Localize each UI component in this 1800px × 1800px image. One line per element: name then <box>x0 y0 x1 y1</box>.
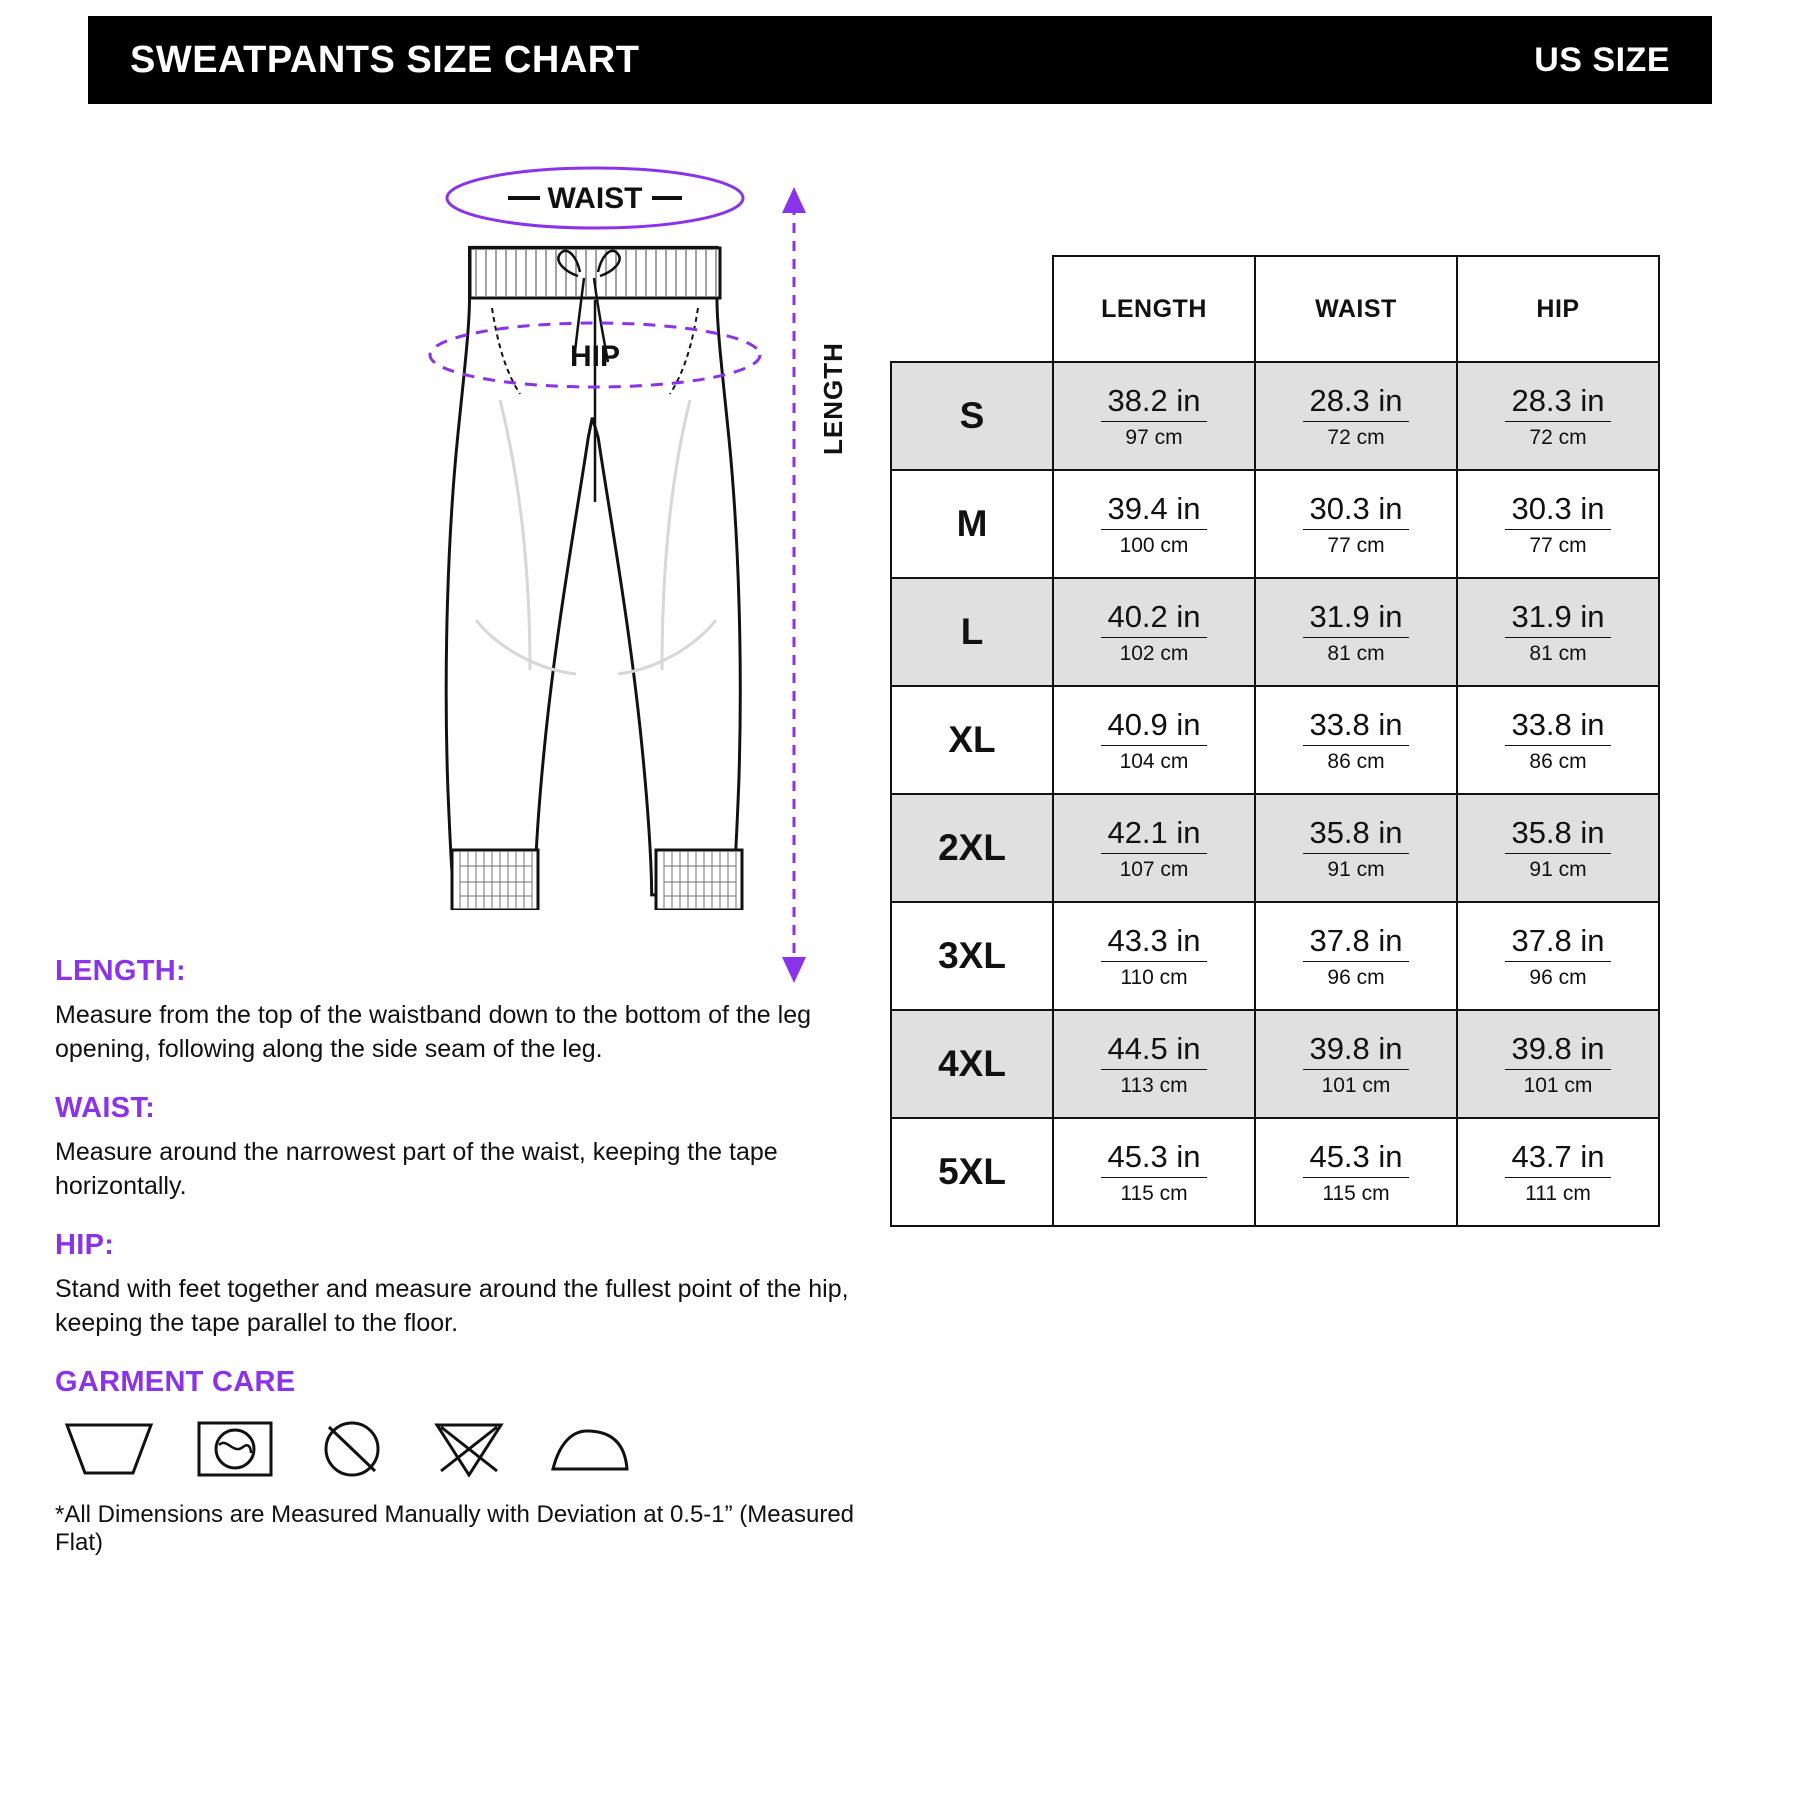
garment-care-heading: GARMENT CARE <box>55 1366 296 1398</box>
value-cm: 86 cm <box>1327 749 1385 773</box>
size-label: M <box>891 470 1053 578</box>
value-cm: 115 cm <box>1322 1181 1390 1205</box>
value-inches: 43.3 in <box>1101 924 1206 961</box>
cell-waist <box>1255 578 1457 686</box>
iron-low-icon <box>547 1417 633 1479</box>
cell-hip <box>1457 578 1659 686</box>
table-row <box>891 794 1659 902</box>
value-inches: 28.3 in <box>1505 384 1610 421</box>
cell-length <box>1053 1118 1255 1226</box>
svg-text:HIP: HIP <box>569 340 621 373</box>
waist-description: Measure around the narrowest part of the waist, keeping the tape horizontally. <box>55 1138 778 1200</box>
value-cm: 113 cm <box>1120 1073 1188 1097</box>
value-inches: 44.5 in <box>1101 1032 1206 1069</box>
cell-hip <box>1457 1118 1659 1226</box>
cell-length <box>1053 470 1255 578</box>
value-inches: 42.1 in <box>1101 816 1206 853</box>
value-cm: 96 cm <box>1327 965 1385 989</box>
cell-hip <box>1457 1010 1659 1118</box>
table-row <box>891 578 1659 686</box>
value-cm: 72 cm <box>1529 425 1587 449</box>
table-row <box>891 902 1659 1010</box>
cell-hip <box>1457 470 1659 578</box>
value-cm: 96 cm <box>1529 965 1587 989</box>
value-cm: 111 cm <box>1525 1181 1591 1205</box>
value-inches: 28.3 in <box>1303 384 1408 421</box>
value-inches: 38.2 in <box>1101 384 1206 421</box>
measurement-footnote: *All Dimensions are Measured Manually with Deviation at 0.5-1” (Measured Flat) <box>55 1501 855 1556</box>
cell-length <box>1053 794 1255 902</box>
table-row <box>891 362 1659 470</box>
value-cm: 77 cm <box>1327 533 1385 557</box>
value-inches: 35.8 in <box>1505 816 1610 853</box>
size-label: L <box>891 578 1053 686</box>
value-cm: 115 cm <box>1120 1181 1188 1205</box>
value-inches: 39.8 in <box>1505 1032 1610 1069</box>
cell-hip <box>1457 902 1659 1010</box>
garment-care-icon-row <box>55 1417 865 1479</box>
length-dimension-arrow <box>770 185 860 985</box>
length-axis-label: LENGTH <box>818 342 848 455</box>
cell-waist <box>1255 1010 1457 1118</box>
value-inches: 39.8 in <box>1303 1032 1408 1069</box>
unit-system-label: US SIZE <box>1534 40 1670 79</box>
value-cm: 100 cm <box>1119 533 1189 557</box>
table-corner-cell <box>891 256 1053 362</box>
cell-waist <box>1255 1118 1457 1226</box>
hip-description: Stand with feet together and measure around the fullest point of the hip, keeping the tape parallel to the floor. <box>55 1275 849 1337</box>
value-inches: 40.9 in <box>1101 708 1206 745</box>
do-not-dry-clean-icon <box>429 1417 509 1479</box>
value-inches: 43.7 in <box>1505 1140 1610 1177</box>
value-cm: 110 cm <box>1120 965 1188 989</box>
value-inches: 37.8 in <box>1505 924 1610 961</box>
value-inches: 39.4 in <box>1101 492 1206 529</box>
value-cm: 91 cm <box>1529 857 1587 881</box>
cell-length <box>1053 1010 1255 1118</box>
length-heading: LENGTH: <box>55 955 186 987</box>
header-bar <box>88 16 1712 104</box>
value-cm: 86 cm <box>1529 749 1587 773</box>
cell-waist <box>1255 470 1457 578</box>
size-label: S <box>891 362 1053 470</box>
value-cm: 97 cm <box>1125 425 1183 449</box>
value-inches: 33.8 in <box>1303 708 1408 745</box>
value-cm: 81 cm <box>1529 641 1587 665</box>
value-inches: 35.8 in <box>1303 816 1408 853</box>
measurement-instructions <box>55 955 865 1557</box>
table-row <box>891 470 1659 578</box>
value-inches: 40.2 in <box>1101 600 1206 637</box>
value-cm: 77 cm <box>1529 533 1587 557</box>
cell-waist <box>1255 902 1457 1010</box>
column-header-waist: WAIST <box>1255 256 1457 362</box>
size-chart-table <box>890 255 1660 1227</box>
value-inches: 33.8 in <box>1505 708 1610 745</box>
value-cm: 102 cm <box>1119 641 1189 665</box>
value-cm: 101 cm <box>1523 1073 1593 1097</box>
cell-length <box>1053 686 1255 794</box>
cell-hip <box>1457 362 1659 470</box>
length-description: Measure from the top of the waistband down to the bottom of the leg opening, following along the side seam of the leg. <box>55 1001 812 1063</box>
value-inches: 30.3 in <box>1303 492 1408 529</box>
value-cm: 72 cm <box>1327 425 1385 449</box>
value-inches: 31.9 in <box>1303 600 1408 637</box>
cell-waist <box>1255 362 1457 470</box>
value-inches: 37.8 in <box>1303 924 1408 961</box>
size-label: 4XL <box>891 1010 1053 1118</box>
size-label: 3XL <box>891 902 1053 1010</box>
hip-heading: HIP: <box>55 1229 115 1261</box>
value-inches: 45.3 in <box>1303 1140 1408 1177</box>
cell-waist <box>1255 794 1457 902</box>
value-cm: 81 cm <box>1327 641 1385 665</box>
do-not-bleach-icon <box>313 1417 391 1479</box>
value-inches: 31.9 in <box>1505 600 1610 637</box>
cell-length <box>1053 578 1255 686</box>
cell-waist <box>1255 686 1457 794</box>
waist-heading: WAIST: <box>55 1092 156 1124</box>
table-row <box>891 1010 1659 1118</box>
table-row <box>891 686 1659 794</box>
value-cm: 104 cm <box>1119 749 1189 773</box>
table-row <box>891 1118 1659 1226</box>
cell-hip <box>1457 686 1659 794</box>
page-title: SWEATPANTS SIZE CHART <box>130 38 640 81</box>
table-header-row <box>891 256 1659 362</box>
cell-hip <box>1457 794 1659 902</box>
tumble-dry-icon <box>195 1417 275 1479</box>
value-cm: 91 cm <box>1327 857 1385 881</box>
value-cm: 107 cm <box>1119 857 1189 881</box>
value-cm: 101 cm <box>1321 1073 1391 1097</box>
column-header-length: LENGTH <box>1053 256 1255 362</box>
size-label: 5XL <box>891 1118 1053 1226</box>
cell-length <box>1053 362 1255 470</box>
value-inches: 45.3 in <box>1101 1140 1206 1177</box>
hand-wash-icon <box>61 1417 157 1479</box>
cell-length <box>1053 902 1255 1010</box>
size-label: XL <box>891 686 1053 794</box>
size-label: 2XL <box>891 794 1053 902</box>
column-header-hip: HIP <box>1457 256 1659 362</box>
svg-text:WAIST: WAIST <box>547 182 643 215</box>
value-inches: 30.3 in <box>1505 492 1610 529</box>
